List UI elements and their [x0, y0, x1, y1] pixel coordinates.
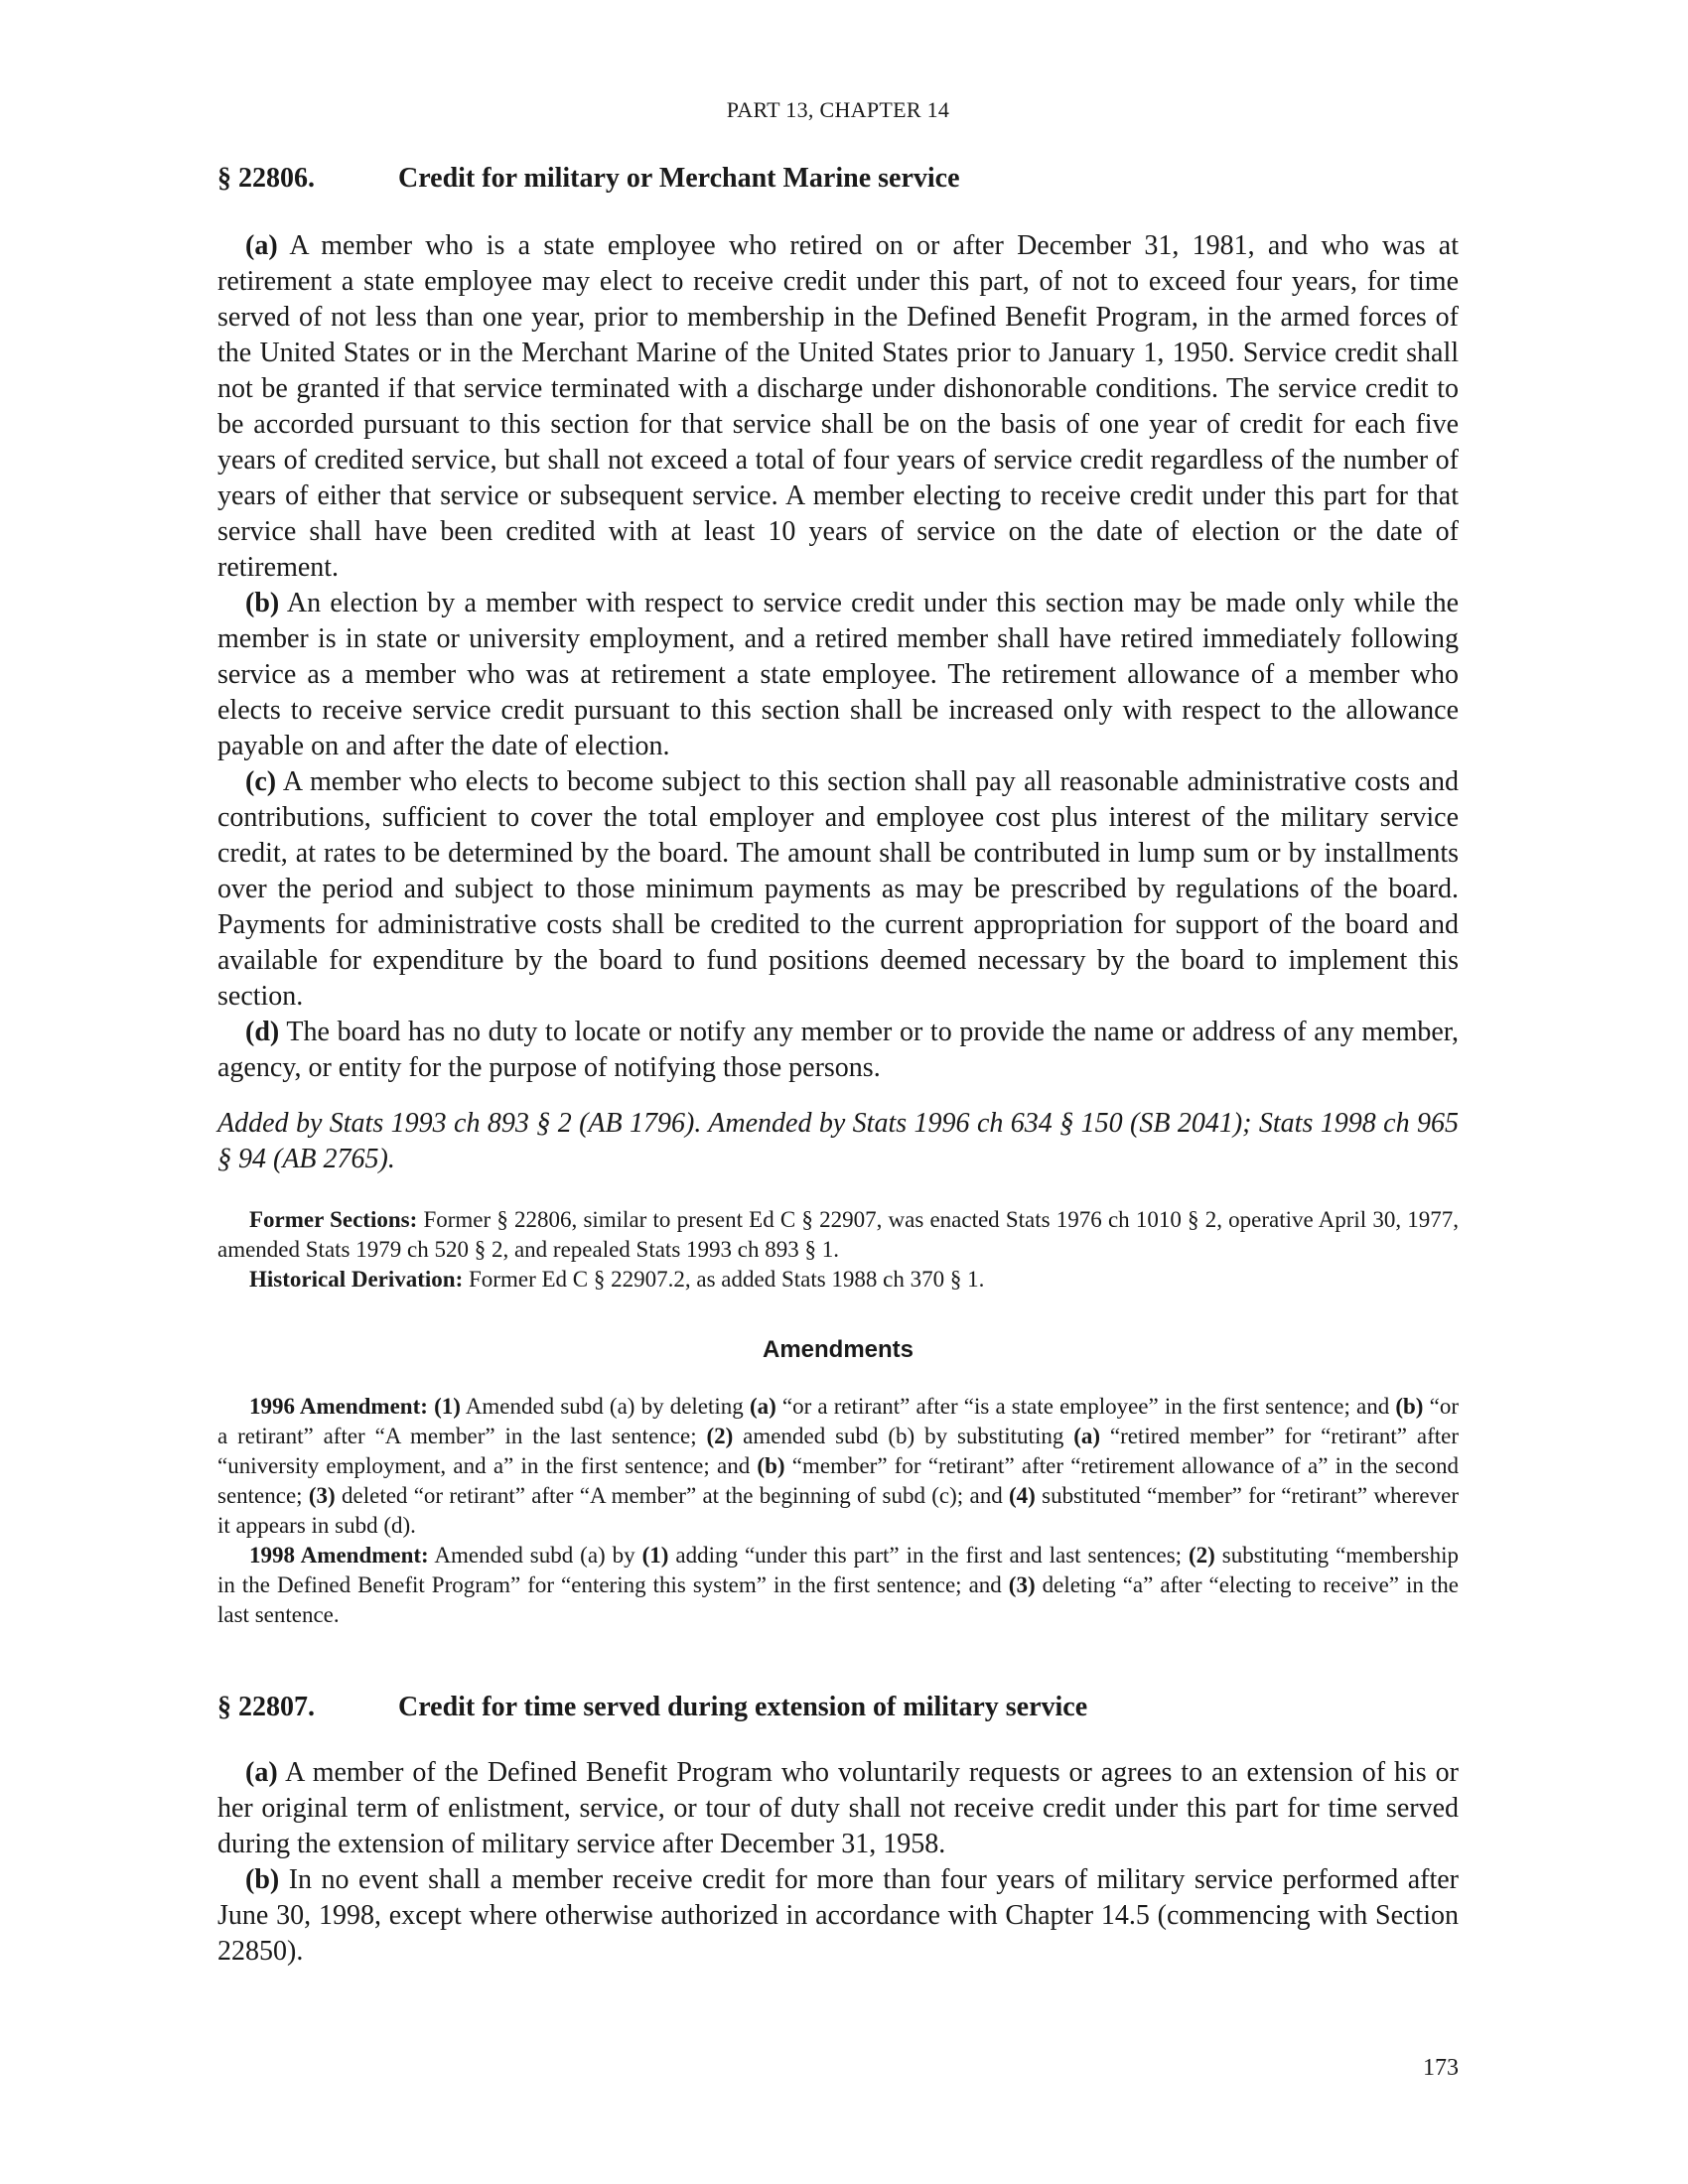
subdivision-label: (c) [245, 766, 277, 797]
subdivision-label: (a) [245, 1757, 278, 1788]
amendment-1996 [217, 1392, 1459, 1541]
subdivision-a [217, 228, 1459, 586]
amendment-label: 1998 Amendment: [249, 1543, 429, 1568]
amendments-notes [217, 1392, 1459, 1630]
amendment-item-marker: (a) [1073, 1424, 1101, 1448]
subdivision-text: A member who is a state employee who retired on or after December 31, 1981, and who was at retirement a state employee may elect to receive credit under this part, of not to exceed four years, for time served of not less than one year, prior to membership in the Defined Benefit Program, in the armed forces of the United States or in the Merchant Marine of the United States prior to January 1, 1950. Service credit shall not be granted if that service terminated with a discharge under dishonorable conditions. The service credit to be accorded pursuant to this section for that service shall be on the basis of one year of credit for each five years of credited service, but shall not exceed a total of four years of service credit regardless of the number of years of either that service or subsequent service. A member electing to receive credit under this part for that service shall have been credited with at least 10 years of service on the date of election or the date of retirement. [217, 230, 1459, 583]
subdivision-text: The board has no duty to locate or notify any member or to provide the name or address of any member, agency, or entity for the purpose of notifying those persons. [217, 1017, 1459, 1083]
subdivision-label: (d) [245, 1017, 280, 1047]
amendment-item-marker: (3) [308, 1483, 336, 1508]
former-sections-note [217, 1205, 1459, 1265]
section-22806-heading [217, 163, 960, 195]
section-22807-heading [217, 1692, 1087, 1723]
historical-derivation-label: Historical Derivation: [249, 1267, 464, 1292]
amendment-item-text: “or a retirant” after “is a state employee” in the first sentence; and [775, 1394, 1396, 1419]
subdivision-c [217, 764, 1459, 1015]
historical-derivation-text: Former Ed C § 22907.2, as added Stats 1988 ch 370 § 1. [463, 1267, 985, 1292]
amendment-item-marker: (a) [749, 1394, 776, 1419]
amendment-item-text: adding “under this part” in the first and last sentences; [668, 1543, 1189, 1568]
section-22807-body [217, 1755, 1459, 1970]
subdivision-d [217, 1015, 1459, 1086]
subdivision-text: A member who elects to become subject to this section shall pay all reasonable administrative costs and contributions, sufficient to cover the total employer and employee cost plus interest of the military service credit, at rates to be determined by the board. The amount shall be contributed in lump sum or by installments over the period and subject to those minimum payments as may be prescribed by regulations of the board. Payments for administrative costs shall be credited to the current appropriation for support of the board and available for expenditure by the board to fund positions deemed necessary by the board to implement this section. [217, 766, 1459, 1012]
amendment-item-marker: (b) [1395, 1394, 1424, 1419]
subdivision-text: An election by a member with respect to service credit under this section may be made only while the member is in state or university employment, and a retired member shall have retired immediately following service as a member who was at retirement a state employee. The retirement allowance of a member who elects to receive service credit pursuant to this section shall be increased only with respect to the allowance payable on and after the date of election. [217, 588, 1459, 761]
subdivision-text: A member of the Defined Benefit Program who voluntarily requests or agrees to an extension of his or her original term of enlistment, service, or tour of duty shall not receive credit under this part for time served during the extension of military service after December 31, 1958. [217, 1757, 1459, 1859]
amendment-item-text: substituted “member” for “retirant” wherever it appears in subd (d). [217, 1483, 1459, 1538]
amendment-item-text: deleting “a” after “electing to receive” in the last sentence. [217, 1572, 1459, 1627]
amendment-item-marker: (4) [1009, 1483, 1036, 1508]
amendment-1998 [217, 1541, 1459, 1630]
subdivision-a [217, 1755, 1459, 1862]
section-title: Credit for military or Merchant Marine service [398, 163, 960, 194]
amendment-label: 1996 Amendment: [249, 1394, 428, 1419]
amendment-item-marker: (b) [757, 1453, 785, 1478]
amendment-item-text: “or a retirant” after “A member” in the last sentence; [217, 1394, 1459, 1448]
amendment-item-marker: (2) [1189, 1543, 1215, 1568]
amendment-lead-text: Amended subd (a) by [428, 1543, 642, 1568]
section-title: Credit for time served during extension of military service [398, 1692, 1088, 1722]
amendment-item-text: substituting “membership in the Defined Benefit Program” for “entering this system” in the first sentence; and [217, 1543, 1459, 1597]
amendment-item-text: “retired member” for “retirant” after “university employment, and a” in the first sentence; and [217, 1424, 1459, 1478]
amendment-item-marker: (1) [434, 1394, 461, 1419]
running-head: PART 13, CHAPTER 14 [726, 97, 950, 122]
history-note: Added by Stats 1993 ch 893 § 2 (AB 1796). Amended by Stats 1996 ch 634 § 150 (SB 2041); Stats 1998 ch 965 § 94 (AB 2765). [217, 1108, 1459, 1174]
amendment-item-text: deleted “or retirant” after “A member” at the beginning of subd (c); and [335, 1483, 1009, 1508]
amendment-item-text: amended subd (b) by substituting [733, 1424, 1074, 1448]
derivation-notes [217, 1205, 1459, 1295]
amendment-item-marker: (2) [706, 1424, 734, 1448]
subdivision-label: (b) [245, 588, 280, 618]
former-sections-text: Former § 22806, similar to present Ed C § 22907, was enacted Stats 1976 ch 1010 § 2, operative April 30, 1977, amended Stats 1979 ch 520 § 2, and repealed Stats 1993 ch 893 § 1. [217, 1207, 1460, 1262]
amendment-item-text: Amended subd (a) by deleting [460, 1394, 750, 1419]
subdivision-text: In no event shall a member receive credit for more than four years of military service performed after June 30, 1998, except where otherwise authorized in accordance with Chapter 14.5 (commencing with Section 22850). [217, 1864, 1459, 1967]
historical-derivation-note [217, 1265, 1459, 1295]
former-sections-label: Former Sections: [249, 1207, 418, 1232]
amendment-item-marker: (1) [641, 1543, 669, 1568]
subdivision-b [217, 586, 1459, 764]
amendment-item-text: “member” for “retirant” after “retirement allowance of a” in the second sentence; [217, 1453, 1459, 1508]
amendment-item-marker: (3) [1008, 1572, 1036, 1597]
section-number: § 22807. [217, 1692, 315, 1722]
subdivision-b [217, 1862, 1459, 1970]
amendments-heading: Amendments [762, 1336, 914, 1363]
subdivision-label: (a) [245, 230, 278, 261]
section-number: § 22806. [217, 163, 315, 194]
subdivision-label: (b) [245, 1864, 280, 1895]
page-number: 173 [1423, 2055, 1459, 2081]
section-22806-body [217, 228, 1459, 1086]
